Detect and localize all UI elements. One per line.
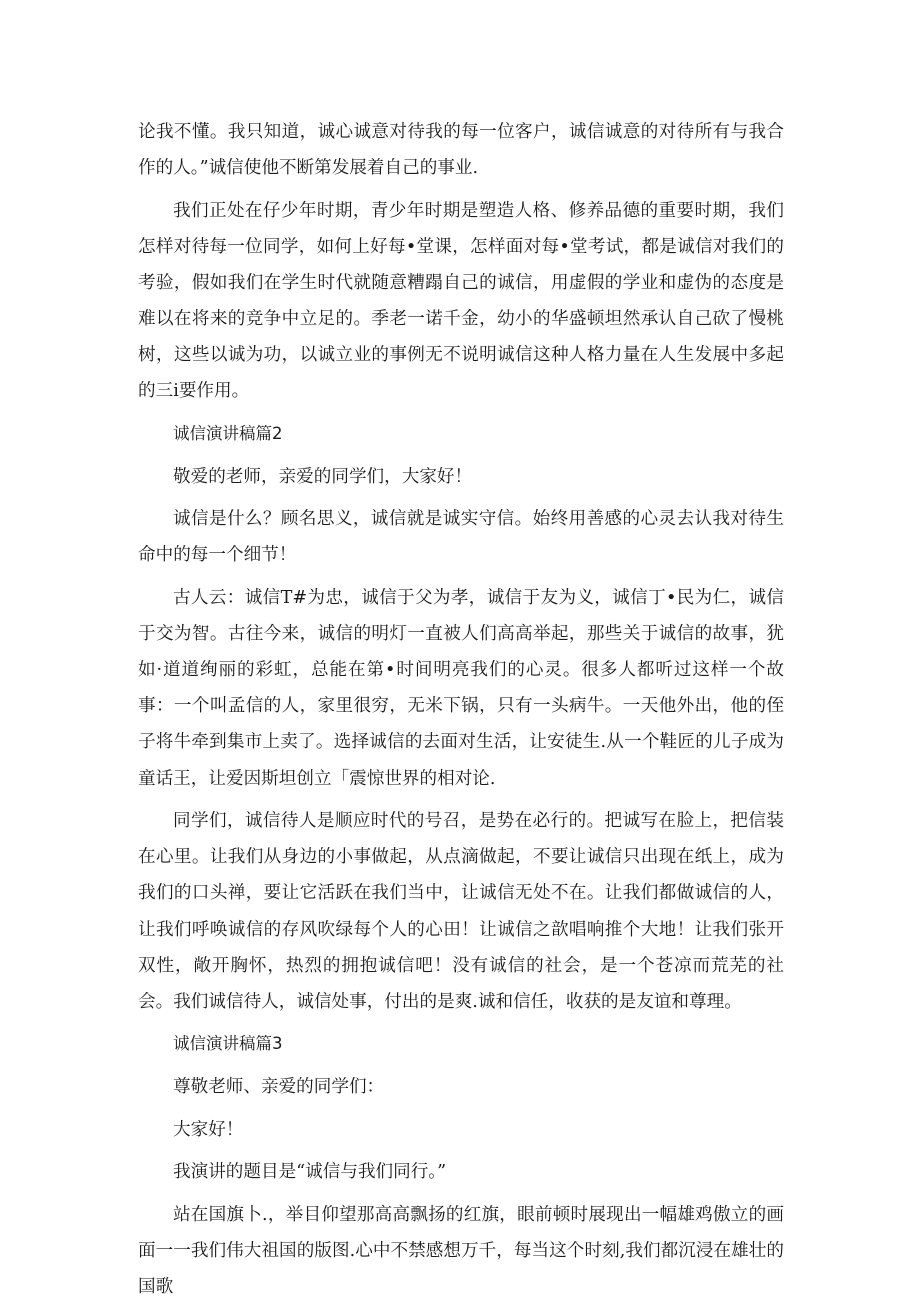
paragraph: 我们正处在仔少年时期，青少年时期是塑造人格、修养品德的重要时期，我们怎样对待每一位同学，如何上好每•堂课，怎样面对每•堂考试，都是诚信对我们的考验，假如我们在学生时代就随意糟蹋自己的诚信，用虚假的学业和虚伪的态度是难以在将来的竞争中立足的。季老一诺千金，幼小的华盛顿坦然承认自己砍了慢桃树，这些以诚为功，以诚立业的事例无不说明诚信这种人格力量在人生发展中多起的三i要作用。 <box>138 200 784 402</box>
section-heading: 诚信演讲稿篇2 <box>173 423 283 443</box>
paragraph: 敬爱的老师，亲爱的同学们，大家好！ <box>173 466 473 487</box>
document-body <box>138 114 784 1312</box>
paragraph: 尊敬老师、亲爱的同学们： <box>173 1077 385 1098</box>
paragraph: 站在国旗卜.，举目仰望那高高飘扬的红旗，眼前顿时展现出一幅雄鸡傲立的画面一一我们伟大祖国的版图.心中不禁感想万千，每当这个时刻,我们都沉浸在雄壮的国歌 <box>138 1205 784 1298</box>
paragraph: 诚信是什么？顾名思义，诚信就是诚实守信。始终用善感的心灵去认我对待生命中的每一个细节！ <box>138 509 784 566</box>
paragraph: 古人云：诚信T#为忠，诚信于父为孝，诚信于友为义，诚信丁•民为仁，诚信于交为智。古往今来，诚信的明灯一直被人们高高举起，那些关于诚信的故事，犹如·道道绚丽的彩虹，总能在第•时间明亮我们的心灵。很多人都听过这样一个故事：一个叫孟信的人，家里很穷，无米下锅，只有一头病牛。一天他外出，他的侄子将牛牵到集市上卖了。选择诚信的去面对生活，让安徒生.从一个鞋匠的儿子成为童话王，让爱因斯坦创立「震惊世界的相对论. <box>138 588 784 789</box>
paragraph: 我演讲的题目是“诚信与我们同行。” <box>173 1162 447 1183</box>
section-heading: 诚信演讲稿篇3 <box>173 1034 283 1054</box>
paragraph: 论我不懂。我只知道，诚心诚意对待我的每一位客户，诚信诚意的对待所有与我合作的人。”诚信使他不断第发展着自己的事业. <box>138 122 784 179</box>
paragraph: 同学们，诚信待人是顺应时代的号召，是势在必行的。把诚写在脸上，把信装在心里。让我们从身边的小事做起，从点滴做起，不要让诚信只出现在纸上，成为我们的口头禅，要让它活跃在我们当中，让诚信无处不在。让我们都做诚信的人，让我们呼唤诚信的存风吹绿每个人的心田！让诚信之歆唱响推个大地！让我们张开双性，敞开胸怀，热烈的拥抱诚信吧！没有诚信的社会，是一个苍凉而荒芜的社会。我们诚信待人，诚信处事，付出的是爽.诚和信任，收获的是友谊和尊理。 <box>138 811 784 1012</box>
paragraph: 大家好！ <box>173 1119 244 1140</box>
